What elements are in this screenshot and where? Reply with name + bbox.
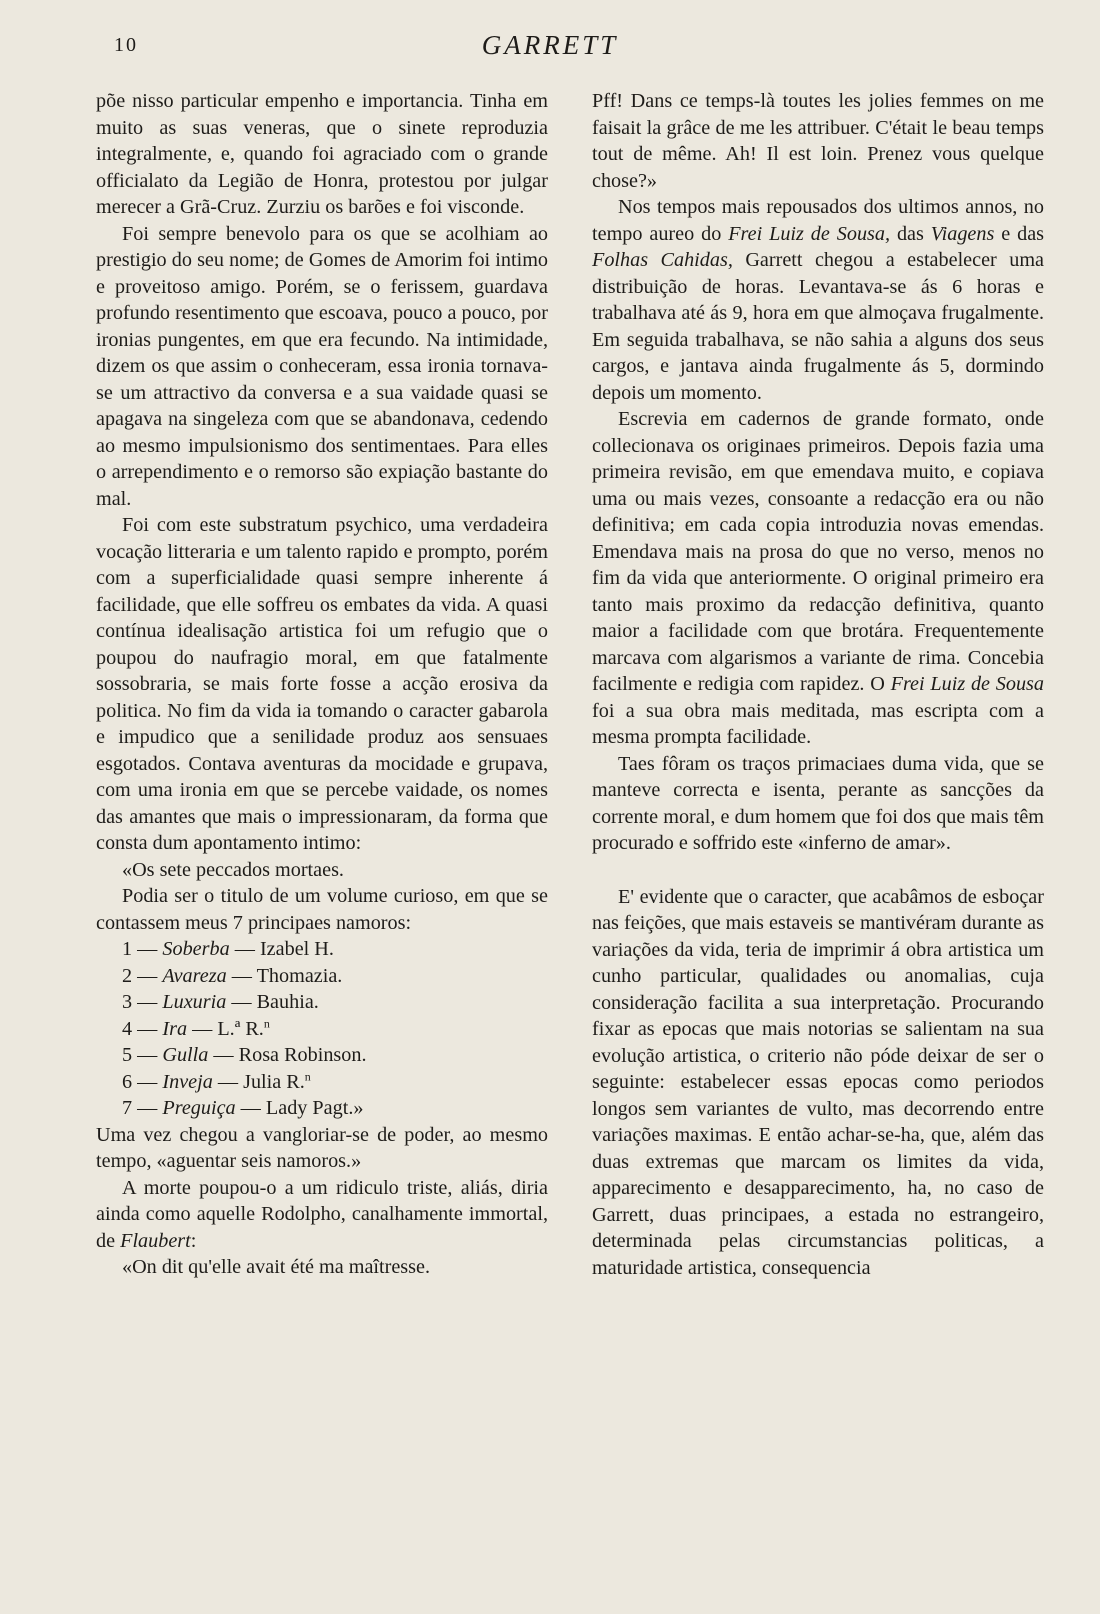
sin-name: Soberba bbox=[162, 938, 230, 960]
sin-name: Gulla bbox=[162, 1044, 209, 1066]
list-item: 4 — Ira — L.ª R.$^n$ bbox=[122, 1015, 270, 1040]
item-number: 3 bbox=[122, 991, 133, 1013]
paragraph: põe nisso particular empenho e importancia. Tinha em muito as suas veneras, que o sinete reproduzia integralmente, e, quando foi agraciado com o grande officialato da Legião de Honra, protestou por julgar merecer a Grã-Cruz. Zurziu os barões e foi visconde. bbox=[96, 90, 548, 218]
sin-name: Inveja bbox=[162, 1070, 213, 1093]
lover-name: Lady Pagt.» bbox=[265, 1097, 364, 1119]
text-run: Garrett chegou a estabelecer uma distribuição de horas. Levantava-se ás 6 horas e trabalhava até ás 9, hora em que almoçava frugalmente. Em seguida trabalhava, se não sahia a alguns dos seus cargos, e jantava ainda frugalmente ás 5, dormindo depois um momento. bbox=[592, 249, 1044, 404]
sin-name: Avareza bbox=[162, 964, 227, 987]
work-title: Viagens bbox=[930, 222, 995, 245]
work-title: Frei Luiz de Sousa, bbox=[728, 222, 891, 245]
paragraph: Uma vez chegou a vangloriar-se de poder, ao mesmo tempo, «aguentar seis namoros.» bbox=[96, 1123, 548, 1172]
superscript: n bbox=[263, 1015, 270, 1030]
superscript: n bbox=[304, 1068, 311, 1083]
text-run: Escrevia em cadernos de grande formato, onde collecionava os originaes primeiros. Depois fazia uma primeira revisão, em que emendava muito, e copiava uma ou mais vezes, consoante a redacção era ou não definitiva; em cada copia introduzia novas emendas. Emendava mais na prosa do que no verso, menos no fim da vida que anteriormente. O original primeiro era tanto mais proximo da redacção definitiva, quanto maior a facilidade com que brotára. Frequentemente marcava com algarismos a variante de rima. Concebia facilmente e redigia com rapidez. O bbox=[592, 408, 1044, 695]
lover-name: Rosa Robinson. bbox=[238, 1044, 367, 1066]
sin-name: Preguiça bbox=[162, 1097, 236, 1119]
text-run: : bbox=[190, 1229, 197, 1252]
author-name: Flaubert bbox=[120, 1229, 191, 1252]
item-number: 6 bbox=[122, 1070, 133, 1093]
text-run: Nos tempos mais repousados dos ultimos annos, no tempo aureo do bbox=[592, 196, 1044, 245]
lover-name: Bauhia. bbox=[256, 991, 319, 1013]
left-column bbox=[96, 88, 548, 1281]
lover-name: Julia R. bbox=[243, 1070, 305, 1093]
list-item: 3 — Luxuria — Bauhia. bbox=[122, 991, 319, 1013]
lover-name: Thomazia. bbox=[256, 964, 343, 987]
list-item: 7 — Preguiça — Lady Pagt.» bbox=[122, 1097, 364, 1119]
work-title: Folhas Cahidas, bbox=[592, 249, 733, 271]
item-number: 5 bbox=[122, 1044, 133, 1066]
paragraph: Foi com este substratum psychico, uma verdadeira vocação litteraria e um talento rapido e prompto, porém com a superficialidade quasi sempre inherente á facilidade, que elle soffreu os embates da vida. A quasi contínua idealisação artistica foi um refugio que o poupou do naufragio moral, em que fatalmente sossobraria, se mais forte fosse a acção erosiva da politica. No fim da vida ia tomando o caracter gabarola e impudico que a senilidade produz aos sensuaes esgotados. Contava aventuras da mocidade e grupava, com uma ironia em que se percebe vaidade, os nomes das amantes que mais o impressionaram, da forma que consta dum apontamento intimo: bbox=[96, 514, 548, 854]
list-item: 2 — Avareza — Thomazia. bbox=[122, 964, 343, 987]
page-header bbox=[0, 30, 1100, 64]
list-item: 5 — Gulla — Rosa Robinson. bbox=[122, 1044, 367, 1066]
sin-name: Luxuria bbox=[162, 991, 227, 1013]
paragraph: Foi sempre benevolo para os que se acolhiam ao prestigio do seu nome; de Gomes de Amorim foi intimo e proveitoso amigo. Porém, se o ferissem, guardava profundo resentimento que escoava, pouco a pouco, por ironias pungentes, em que era fecundo. Na intimidade, dizem os que assim o conheceram, essa ironia tornava-se um attractivo da conversa e a sua vaidade quasi se apagava na singeleza com que se abandonava, cedendo ao mesmo impulsionismo dos sentimentaes. Para elles o arrependimento e o remorso são expiação bastante do mal. bbox=[96, 222, 548, 510]
right-column bbox=[592, 88, 1044, 1281]
running-title: GARRETT bbox=[481, 30, 619, 60]
paragraph bbox=[96, 1175, 548, 1255]
item-number: 2 bbox=[122, 964, 133, 987]
list-item: 6 — Inveja — Julia R.$^n$ bbox=[122, 1068, 311, 1093]
work-title: Frei Luiz de Sousa bbox=[890, 673, 1044, 695]
paragraph bbox=[592, 194, 1044, 406]
lover-name: L.ª R. bbox=[217, 1017, 264, 1040]
paragraph: E' evidente que o caracter, que acabâmos de esboçar nas feições, que mais estaveis se mantivéram durante as variações da vida, teria de imprimir á obra artistica um cunho particular, qualidades ou anomalias, cuja consideração facilita a sua interpretação. Procurando fixar as epocas que mais notorias se salientam na sua evolução artistica, o criterio não póde deixar de ser o seguinte: estabelecer essas epocas como periodos longos sem variantes de vulto, mas decorrendo entre variações maximas. E então achar-se-ha, que, além das duas extremas que marcam os limites da vida, apparecimento e desapparecimento, ha, no caso de Garrett, duas principaes, a estada no estrangeiro, determinada pelas circumstancias politicas, a maturidade artistica, consequencia bbox=[592, 885, 1044, 1279]
text-run: foi a sua obra mais meditada, mas escripta com a mesma prompta facilidade. bbox=[592, 699, 1044, 748]
paragraph: Taes fôram os traços primaciaes duma vida, que se manteve correcta e isenta, perante as sancções da corrente moral, e dum homem que foi dos que mais têm procurado e soffrido este «inferno de amar». bbox=[592, 752, 1044, 854]
item-number: 1 bbox=[122, 938, 133, 960]
paragraph: «Os sete peccados mortaes. bbox=[122, 858, 344, 881]
item-number: 4 bbox=[122, 1017, 133, 1040]
paragraph: Podia ser o titulo de um volume curioso, em que se contassem meus 7 principaes namoros: bbox=[96, 885, 548, 934]
item-number: 7 bbox=[122, 1097, 133, 1119]
text-run: A morte poupou-o a um ridiculo triste, aliás, diria ainda como aquelle Rodolpho, canalhamente immortal, de bbox=[96, 1176, 548, 1252]
paragraph bbox=[592, 406, 1044, 751]
sins-list bbox=[96, 936, 548, 1122]
page-number: 10 bbox=[114, 34, 138, 56]
sin-name: Ira bbox=[162, 1017, 188, 1040]
lover-name: Izabel H. bbox=[259, 938, 334, 960]
paragraph: «On dit qu'elle avait été ma maîtresse. bbox=[122, 1256, 431, 1278]
text-run: das bbox=[890, 222, 931, 245]
paragraph: Pff! Dans ce temps-là toutes les jolies femmes on me faisait la grâce de me les attribuer. C'était le beau temps tout de même. Ah! Il est loin. Prenez vous quelque chose?» bbox=[592, 90, 1044, 192]
list-item: 1 — Soberba — Izabel H. bbox=[122, 938, 334, 960]
text-run: e das bbox=[994, 222, 1045, 245]
